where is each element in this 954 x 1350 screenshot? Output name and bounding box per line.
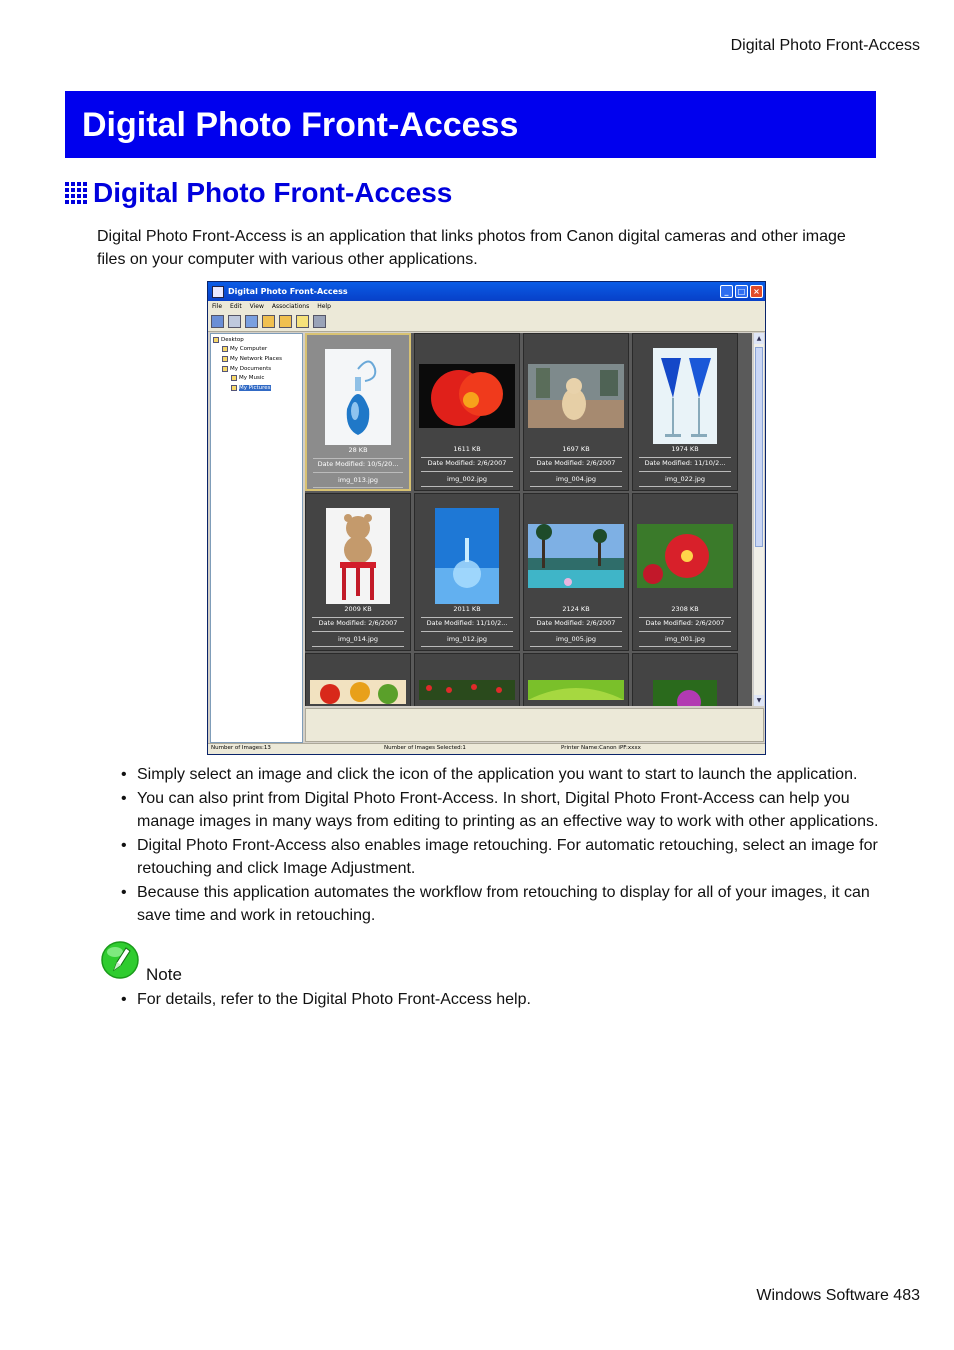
thumbnail-image: [419, 680, 515, 702]
menubar: [208, 301, 765, 311]
vertical-scrollbar[interactable]: [753, 333, 764, 706]
folder-icon: [213, 337, 219, 343]
thumbnail-name: img_004.jpg: [555, 475, 597, 483]
divider: [313, 472, 403, 473]
divider: [421, 617, 513, 618]
thumbnail-date: Date Modified: 2/6/2007: [536, 459, 616, 467]
tree-item-label: Desktop: [221, 336, 244, 343]
thumbnail-item[interactable]: [305, 493, 411, 651]
export-icon[interactable]: [262, 315, 275, 328]
close-icon[interactable]: ×: [750, 285, 763, 298]
divider: [639, 646, 731, 647]
thumbnail-image: [528, 524, 624, 590]
list-item: • For details, refer to the Digital Photo Front-Access help.: [119, 988, 879, 1011]
thumbnail-size: 1697 KB: [562, 445, 590, 453]
tree-item[interactable]: [213, 335, 300, 345]
preview-pane: [305, 708, 764, 742]
thumbnail-name: img_014.jpg: [337, 635, 379, 643]
thumbnail-image: [528, 364, 624, 430]
divider: [639, 486, 731, 487]
thumbnail-item[interactable]: [305, 653, 411, 706]
thumbnail-image: [419, 364, 515, 430]
thumbnail-date: Date Modified: 2/6/2007: [645, 619, 725, 627]
tree-item[interactable]: [213, 354, 300, 364]
status-selected-count: Number of Images Selected:1: [384, 745, 466, 751]
status-printer: Printer Name:Canon iPF:xxxx: [561, 745, 641, 751]
divider: [530, 646, 622, 647]
divider: [530, 486, 622, 487]
menu-item-help[interactable]: Help: [317, 302, 331, 310]
note-pencil-icon: [100, 940, 140, 980]
thumbnail-image: [435, 508, 499, 606]
menu-item-edit[interactable]: Edit: [230, 302, 242, 310]
thumbnail-date: Date Modified: 11/10/2...: [426, 619, 508, 627]
select-icon[interactable]: [228, 315, 241, 328]
chapter-title: Digital Photo Front-Access: [82, 106, 519, 144]
divider: [421, 457, 513, 458]
minimize-icon[interactable]: _: [720, 285, 733, 298]
folder-icon: [222, 346, 228, 352]
scroll-down-icon[interactable]: ▼: [754, 695, 764, 706]
divider: [639, 617, 731, 618]
grid-icon: [65, 182, 87, 204]
thumbnail-image: [637, 524, 733, 590]
thumbnail-image: [528, 680, 624, 702]
list-item: • Simply select an image and click the icon of the application you want to start to launch the application.: [119, 763, 879, 786]
thumbnail-name: img_005.jpg: [555, 635, 597, 643]
intro-paragraph: Digital Photo Front-Access is an application that links photos from Canon digital cameras and other image files on your computer with various other applications.: [97, 228, 846, 268]
thumbnail-image: [326, 508, 390, 606]
tree-item-label: My Documents: [230, 365, 272, 372]
menu-item-view[interactable]: View: [249, 302, 264, 310]
thumbnail-size: 2308 KB: [671, 605, 699, 613]
divider: [639, 457, 731, 458]
thumbnail-image: [653, 348, 717, 446]
thumbnail-item[interactable]: [523, 493, 629, 651]
divider: [421, 471, 513, 472]
divider: [312, 631, 404, 632]
folder-icon[interactable]: [211, 315, 224, 328]
thumbnail-image: [310, 680, 406, 706]
thumbnail-image: [653, 680, 717, 706]
running-header: Digital Photo Front-Access: [730, 37, 920, 54]
thumbnail-name: img_013.jpg: [337, 476, 379, 484]
scroll-thumb[interactable]: [755, 347, 763, 547]
thumbnail-grid: [305, 333, 752, 706]
window-title: Digital Photo Front-Access: [228, 287, 348, 296]
tree-item[interactable]: [213, 373, 300, 383]
thumbnail-name: img_001.jpg: [664, 635, 706, 643]
folder-icon: [222, 356, 228, 362]
tree-item-label: My Pictures: [239, 384, 271, 391]
thumbnail-item[interactable]: [414, 493, 520, 651]
chapter-banner: [65, 91, 876, 158]
note-label: Note: [146, 965, 182, 984]
thumbnail-name: img_022.jpg: [664, 475, 706, 483]
scroll-up-icon[interactable]: ▲: [754, 333, 764, 344]
thumbnail-date: Date Modified: 2/6/2007: [427, 459, 507, 467]
toolbar: [208, 311, 765, 332]
status-image-count: Number of Images:13: [211, 745, 271, 751]
thumbnail-size: 28 KB: [348, 446, 368, 454]
thumbnail-date: Date Modified: 10/5/20...: [317, 460, 399, 468]
thumbnail-name: img_012.jpg: [446, 635, 488, 643]
thumbnail-size: 1611 KB: [453, 445, 481, 453]
print-icon[interactable]: [313, 315, 326, 328]
tree-item[interactable]: [213, 364, 300, 374]
thumbnail-item[interactable]: [305, 333, 411, 491]
statusbar: [208, 743, 765, 754]
folder-tree: [210, 333, 303, 743]
thumbnail-image: [325, 349, 391, 447]
thumbnail-item[interactable]: [632, 493, 738, 651]
app-icon: [212, 286, 224, 298]
list-item: • Digital Photo Front-Access also enables image retouching. For automatic retouching, select an image for retouching and click Image Adjustment.: [119, 834, 879, 880]
grid-view-icon[interactable]: [245, 315, 258, 328]
section-title: Digital Photo Front-Access: [93, 177, 453, 208]
thumbnail-item[interactable]: [523, 653, 629, 706]
divider: [421, 486, 513, 487]
tree-item[interactable]: [213, 383, 300, 393]
import-icon[interactable]: [279, 315, 292, 328]
menu-item-file[interactable]: File: [212, 302, 223, 310]
divider: [421, 646, 513, 647]
divider: [312, 617, 404, 618]
divider: [530, 471, 622, 472]
thumbnail-item[interactable]: [523, 333, 629, 491]
divider: [312, 646, 404, 647]
section-heading: [65, 177, 452, 209]
tree-item-label: My Computer: [230, 346, 268, 353]
divider: [639, 631, 731, 632]
thumbnail-size: 2011 KB: [453, 605, 481, 613]
tree-item-label: My Network Places: [230, 355, 282, 362]
folder-icon: [231, 385, 237, 391]
thumbnail-item[interactable]: [414, 653, 520, 706]
tree-item[interactable]: [213, 345, 300, 355]
thumbnail-size: 1974 KB: [671, 445, 699, 453]
thumbnail-date: Date Modified: 11/10/2...: [644, 459, 726, 467]
folder-icon: [231, 375, 237, 381]
thumbnail-size: 2124 KB: [562, 605, 590, 613]
feature-list: [119, 763, 879, 928]
page-footer: Windows Software 483: [756, 1287, 920, 1304]
thumbnail-item[interactable]: [632, 653, 738, 706]
divider: [530, 457, 622, 458]
divider: [313, 487, 403, 488]
note-list: [119, 988, 879, 1011]
divider: [639, 471, 731, 472]
help-icon[interactable]: [296, 315, 309, 328]
maximize-icon[interactable]: □: [735, 285, 748, 298]
list-item: • You can also print from Digital Photo Front-Access. In short, Digital Photo Front-Access can help you manage images in many ways from editing to printing as an effective way to work with other applications.: [119, 787, 879, 833]
menu-item-associations[interactable]: Associations: [271, 302, 310, 310]
divider: [313, 458, 403, 459]
window-titlebar: [208, 282, 765, 301]
divider: [530, 617, 622, 618]
thumbnail-date: Date Modified: 2/6/2007: [536, 619, 616, 627]
thumbnail-size: 2009 KB: [344, 605, 372, 613]
tree-item-label: My Music: [239, 375, 265, 382]
divider: [530, 631, 622, 632]
thumbnail-date: Date Modified: 2/6/2007: [318, 619, 398, 627]
thumbnail-item[interactable]: [632, 333, 738, 491]
app-window-screenshot: [207, 281, 766, 755]
divider: [421, 631, 513, 632]
thumbnail-name: img_002.jpg: [446, 475, 488, 483]
list-item: • Because this application automates the workflow from retouching to display for all of your images, it can save time and work in retouching.: [119, 881, 879, 927]
folder-icon: [222, 366, 228, 372]
thumbnail-item[interactable]: [414, 333, 520, 491]
